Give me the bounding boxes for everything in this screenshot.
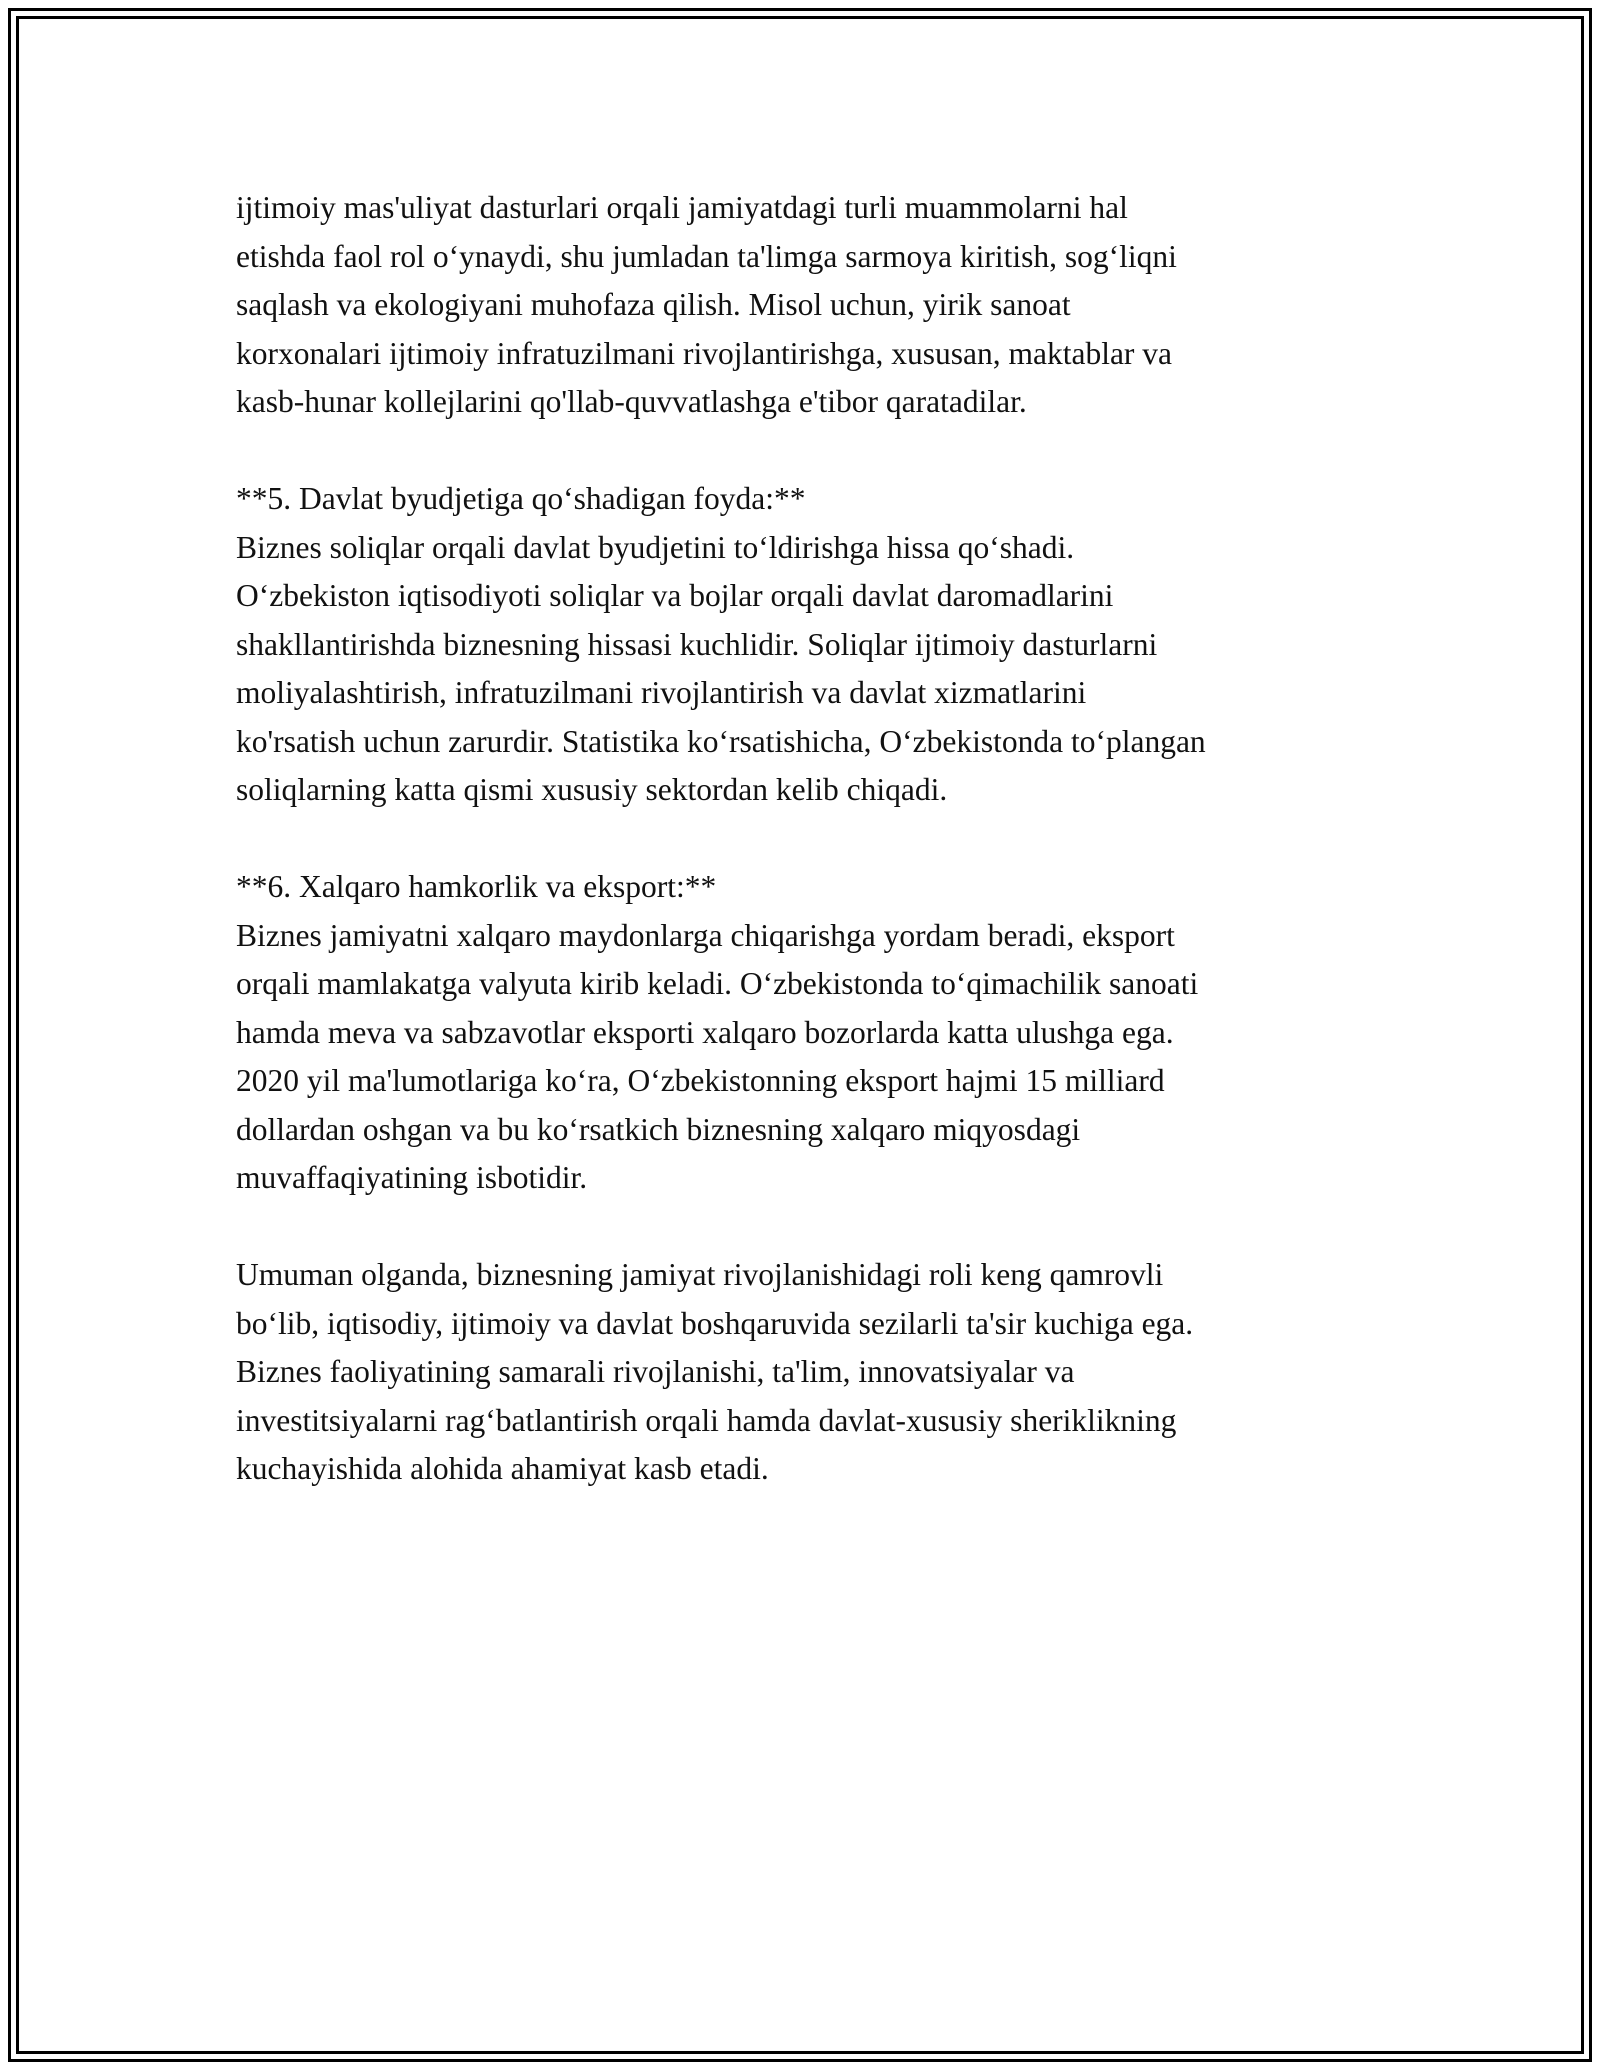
- paragraph-state-budget: Biznes soliqlar orqali davlat byudjetini to‘ldirishga hissa qo‘shadi. O‘zbekiston iqtisodiyoti soliqlar va bojlar orqali davlat daromadlarini shakllantirishda biznesning hissasi kuchlidir. Soliqlar ijtimoiy dasturlarni moliyalashtirish, infratuzilmani rivojlantirish va davlat xizmatlarini ko'rsatish uchun zarurdir. Statistika ko‘rsatishicha, O‘zbekistonda to‘plangan soliqlarning katta qismi xususiy sektordan kelib chiqadi.: [236, 529, 1206, 807]
- document-body: [236, 184, 1386, 1542]
- paragraph-conclusion: Umuman olganda, biznesning jamiyat rivojlanishidagi roli keng qamrovli bo‘lib, iqtisodiy, ijtimoiy va davlat boshqaruvida sezilarli ta'sir kuchiga ega. Biznes faoliyatining samarali rivojlanishi, ta'lim, innovatsiyalar va investitsiyalarni rag‘batlantirish orqali hamda davlat-xususiy sheriklikning kuchayishida alohida ahamiyat kasb etadi.: [236, 1257, 1194, 1486]
- heading-state-budget: **5. Davlat byudjetiga qo‘shadigan foyda:**: [236, 481, 806, 516]
- paragraph-social-responsibility: ijtimoiy mas'uliyat dasturlari orqali jamiyatdagi turli muammolarni hal etishda faol rol o‘ynaydi, shu jumladan ta'limga sarmoya kiritish, sog‘liqni saqlash va ekologiyani muhofaza qilish. Misol uchun, yirik sanoat korxonalari ijtimoiy infratuzilmani rivojlantirishga, xususan, maktablar va kasb-hunar kollejlarini qo'llab-quvvatlashga e'tibor qaratadilar.: [236, 190, 1177, 419]
- paragraph-international-cooperation: Biznes jamiyatni xalqaro maydonlarga chiqarishga yordam beradi, eksport orqali mamlakatga valyuta kirib keladi. O‘zbekistonda to‘qimachilik sanoati hamda meva va sabzavotlar eksporti xalqaro bozorlarda katta ulushga ega. 2020 yil ma'lumotlariga ko‘ra, O‘zbekistonning eksport hajmi 15 milliard dollardan oshgan va bu ko‘rsatkich biznesning xalqaro miqyosdagi muvaffaqiyatining isbotidir.: [236, 917, 1199, 1195]
- heading-international-cooperation: **6. Xalqaro hamkorlik va eksport:**: [236, 869, 717, 904]
